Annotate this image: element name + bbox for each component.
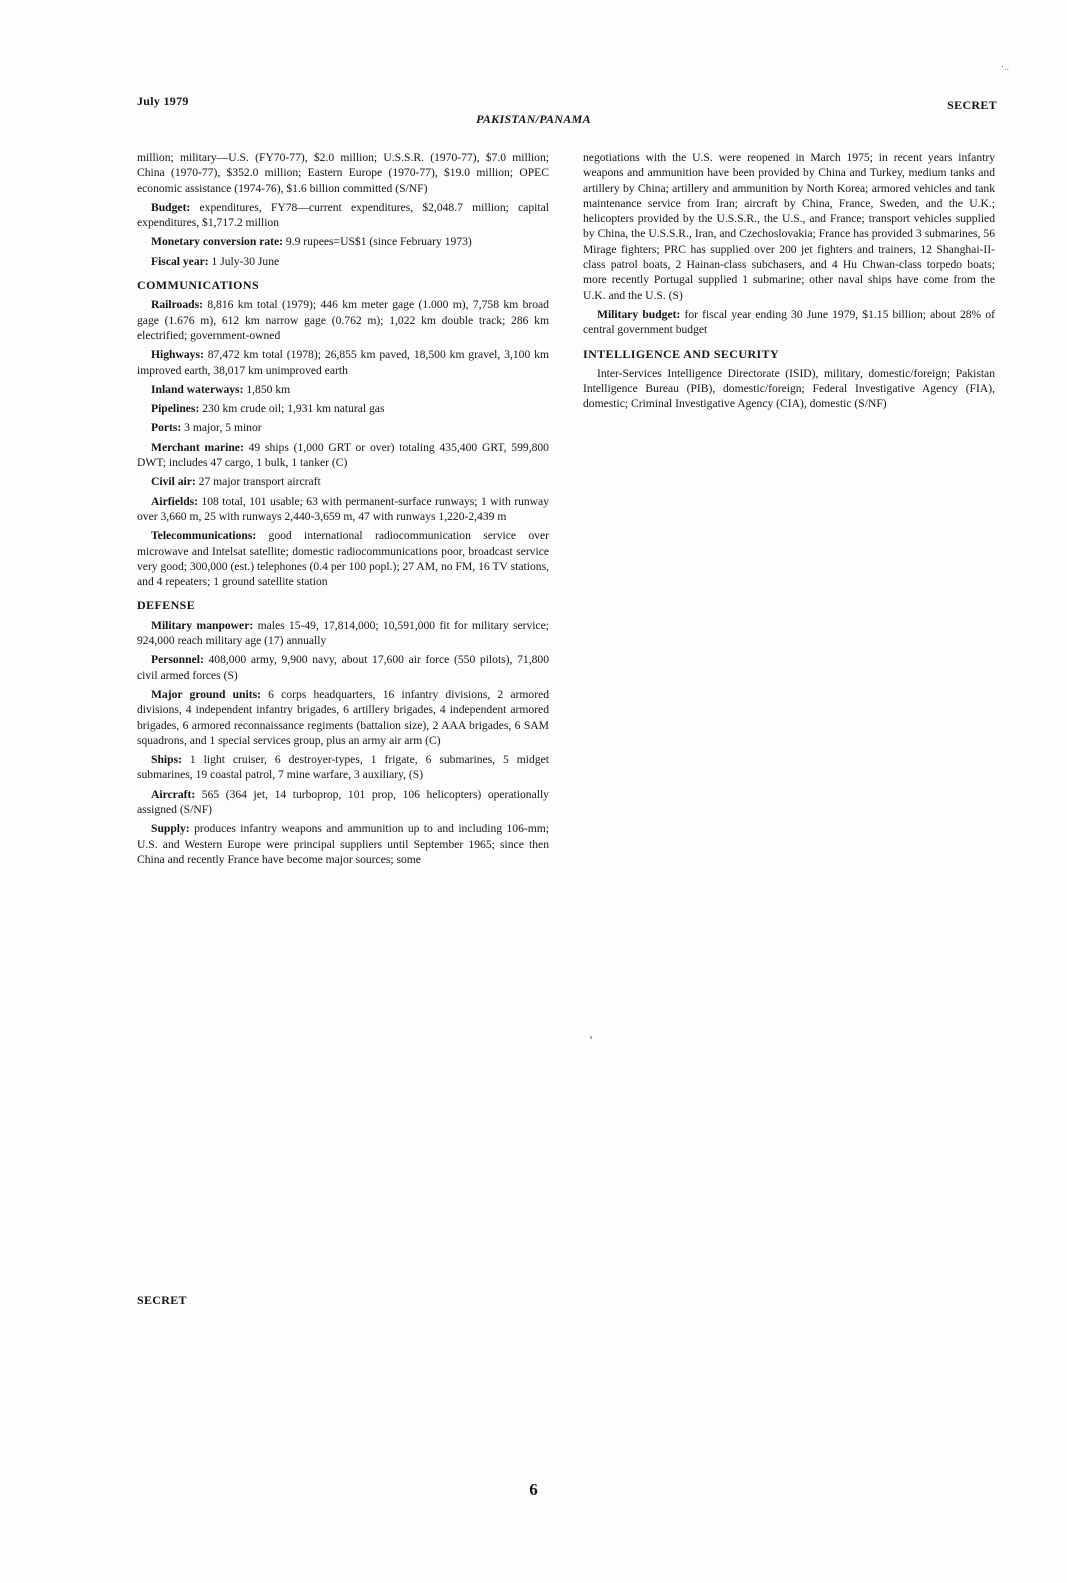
ground-units-paragraph: [137, 687, 549, 748]
manpower-text: males 15-49, 17,814,000; 10,591,000 fit for military service; 924,000 reach military age (17) annually: [137, 618, 550, 648]
intelligence-paragraph: Inter-Services Intelligence Directorate (ISID), military, domestic/foreign; Pakistan Intelligence Bureau (PIB), domestic/foreign; Federal Investigative Agency (FIA), domestic; Criminal Investigative Agency (CIA), domestic (S/NF): [583, 366, 995, 411]
civil-air-label: Civil air:: [151, 475, 196, 489]
fiscal-label: Fiscal year:: [151, 254, 209, 268]
footer-classification: SECRET: [137, 1293, 187, 1307]
civil-air-text: 27 major transport aircraft: [198, 475, 321, 489]
airfields-label: Airfields:: [151, 494, 199, 508]
ground-units-label: Major ground units:: [151, 687, 261, 701]
railroads-label: Railroads:: [151, 298, 203, 312]
pipelines-text: 230 km crude oil; 1,931 km natural gas: [202, 402, 385, 416]
communications-heading: COMMUNICATIONS: [137, 278, 260, 293]
fiscal-paragraph: [137, 254, 549, 269]
military-budget-label: Military budget:: [597, 307, 681, 321]
left-column: [137, 150, 549, 871]
budget-label: Budget:: [151, 200, 191, 214]
merchant-label: Merchant marine:: [151, 440, 244, 454]
telecom-paragraph: [137, 528, 549, 589]
pipelines-label: Pipelines:: [151, 402, 200, 416]
ground-units-text: 6 corps headquarters, 16 infantry divisions, 2 armored divisions, 4 independent infantry brigades, 6 artillery brigades, 4 independent armored brigades, 6 armored reconnaissance regiments (battalion size), 2 AAA brigades, 6 SAM squadrons, and 1 special services group, plus an army air arm (C): [137, 687, 550, 747]
personnel-text: 408,000 army, 9,900 navy, about 17,600 air force (550 pilots), 71,800 civil armed forces (S): [137, 653, 549, 682]
ports-text: 3 major, 5 minor: [184, 421, 262, 435]
monetary-paragraph: [137, 234, 549, 249]
highways-text: 87,472 km total (1978); 26,855 km paved, 18,500 km gravel, 3,100 km improved earth, 38,017 km unimproved earth: [137, 348, 549, 377]
highways-label: Highways:: [151, 348, 204, 362]
telecom-label: Telecommunications:: [151, 529, 257, 543]
personnel-paragraph: [137, 652, 549, 683]
military-budget-text: for fiscal year ending 30 June 1979, $1.15 billion; about 28% of central government budget: [583, 307, 995, 337]
suppliers-paragraph: negotiations with the U.S. were reopened in March 1975; in recent years infantry weapons and ammunition have been provided by China and Turkey, medium tanks and artillery by China; artillery and ammunition by North Korea; armored vehicles and tank maintenance service from Iran; aircraft by China, France, Sweden, and the U.K.; helicopters provided by the U.S.S.R., the U.S., and France; transport vehicles supplied by China, the U.S.S.R., Iran, and Czechoslovakia; France has provided 3 submarines, 56 Mirage fighters; PRC has supplied over 200 jet fighters and trainers, 12 Shanghai-II-class patrol boats, 2 Hainan-class subchasers, and 4 Hu Chwan-class torpedo boats; more recently Portugal supplied 1 submarine; other naval ships have come from the U.K. and the U.S. (S): [583, 151, 995, 302]
page-title: PAKISTAN/PANAMA: [476, 112, 591, 126]
pipelines-paragraph: [137, 401, 549, 416]
defense-heading: DEFENSE: [137, 598, 196, 613]
header-date: July 1979: [137, 94, 189, 108]
monetary-label: Monetary conversion rate:: [151, 235, 283, 249]
budget-paragraph: [137, 200, 549, 231]
telecom-text: good international radiocommunication service over microwave and Intelsat satellite; domestic radiocommunications poor, broadcast service very good; 300,000 (est.) telephones (0.4 per 100 popl.); 27 AM, no FM, 16 TV stations, and 4 repeaters; 1 ground satellite station: [137, 529, 549, 589]
corner-mark: ·..: [1000, 62, 1009, 73]
merchant-paragraph: [137, 440, 549, 471]
ships-text: 1 light cruiser, 6 destroyer-types, 1 frigate, 6 submarines, 5 midget submarines, 19 coastal patrol, 7 mine warfare, 3 auxiliary, (S): [137, 753, 549, 782]
intelligence-heading: INTELLIGENCE AND SECURITY: [583, 346, 780, 361]
ports-paragraph: [137, 420, 549, 435]
inland-label: Inland waterways:: [151, 382, 244, 396]
aircraft-paragraph: [137, 787, 549, 818]
fiscal-text: 1 July-30 June: [211, 254, 280, 268]
supply-text: produces infantry weapons and ammunition up to and including 106-mm; U.S. and Western Europe were principal suppliers until September 1965; since then China and recently France have become major sources; some: [137, 822, 549, 866]
inland-paragraph: [137, 382, 549, 397]
paper-speck: [590, 1036, 592, 1039]
right-column: [583, 150, 995, 416]
supply-paragraph: [137, 821, 549, 867]
manpower-label: Military manpower:: [151, 618, 254, 632]
military-budget-paragraph: [583, 307, 995, 338]
aircraft-label: Aircraft:: [151, 787, 196, 801]
railroads-paragraph: [137, 297, 549, 343]
manpower-paragraph: [137, 618, 549, 649]
railroads-text: 8,816 km total (1979); 446 km meter gage (1.000 m), 7,758 km broad gage (1.676 m), 612 km narrow gage (0.762 m); 1,022 km double track; 286 km electrified; government-owned: [137, 298, 549, 342]
budget-text: expenditures, FY78—current expenditures, $2,048.7 million; capital expenditures, $1,717.2 million: [137, 200, 549, 230]
aid-paragraph: million; military—U.S. (FY70-77), $2.0 million; U.S.S.R. (1970-77), $7.0 million; China (1970-77), $352.0 million; Eastern Europe (1970-77), $19.0 million; OPEC economic assistance (1974-76), $1.6 billion committed (S/NF): [137, 151, 549, 195]
aircraft-text: 565 (364 jet, 14 turboprop, 101 prop, 106 helicopters) operationally assigned (S/NF): [137, 787, 549, 816]
supply-label: Supply:: [151, 822, 190, 836]
inland-text: 1,850 km: [246, 382, 291, 396]
page-number: 6: [529, 1480, 538, 1499]
ships-paragraph: [137, 752, 549, 783]
ships-label: Ships:: [151, 753, 182, 767]
monetary-text: 9.9 rupees=US$1 (since February 1973): [285, 235, 472, 249]
merchant-text: 49 ships (1,000 GRT or over) totaling 435,400 GRT, 599,800 DWT; includes 47 cargo, 1 bulk, 1 tanker (C): [137, 440, 549, 470]
ports-label: Ports:: [151, 421, 182, 435]
personnel-label: Personnel:: [151, 653, 204, 667]
airfields-text: 108 total, 101 usable; 63 with permanent-surface runways; 1 with runway over 3,660 m, 25 with runways 2,440-3,659 m, 47 with runways 1,220-2,439 m: [137, 494, 549, 523]
highways-paragraph: [137, 347, 549, 378]
header-classification: SECRET: [947, 98, 997, 112]
airfields-paragraph: [137, 494, 549, 525]
civil-air-paragraph: [137, 474, 549, 489]
